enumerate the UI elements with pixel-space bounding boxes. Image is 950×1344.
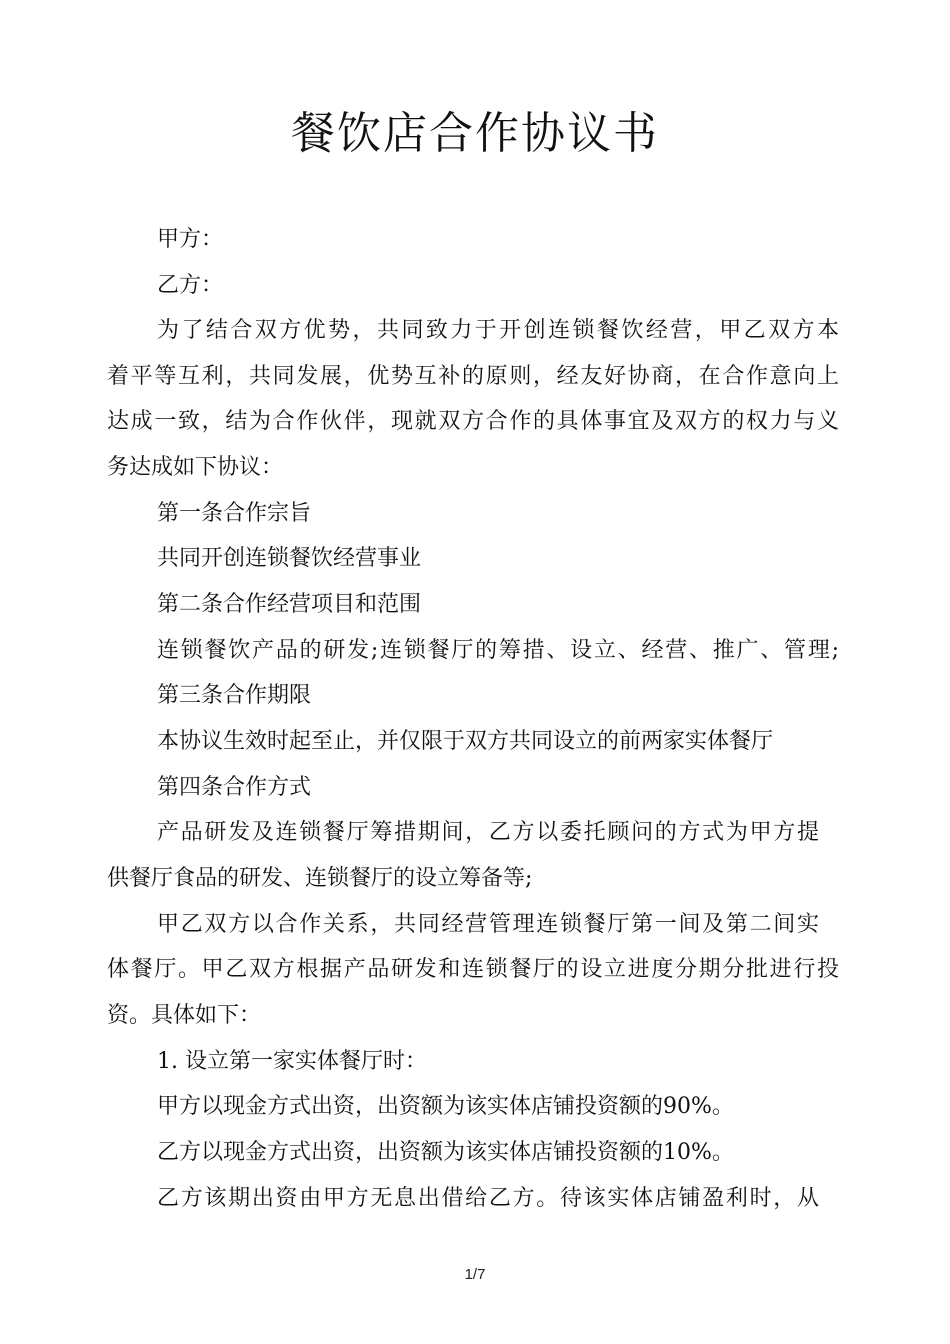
page-number: 1/7 [464, 1266, 486, 1283]
paragraph-line: 连锁餐饮产品的研发;连锁餐厅的筹措、设立、经营、推广、管理; [157, 638, 839, 663]
paragraph-line: 体餐厅。甲乙双方根据产品研发和连锁餐厅的设立进度分期分批进行投 [107, 957, 839, 982]
paragraph-line: 供餐厅食品的研发、连锁餐厅的设立筹备等; [107, 866, 533, 891]
party-b-line: 乙方： [157, 273, 224, 298]
paragraph-line: 共同开创连锁餐饮经营事业 [157, 546, 422, 571]
paragraph-line: 乙方以现金方式出资，出资额为该实体店铺投资额的10%。 [157, 1140, 734, 1165]
document-title: 餐饮店合作协议书 [291, 108, 659, 159]
paragraph-line: 甲方以现金方式出资，出资额为该实体店铺投资额的90%。 [157, 1094, 734, 1119]
list-item: 1. 设立第一家实体餐厅时： [157, 1049, 427, 1074]
article-heading: 第二条合作经营项目和范围 [157, 592, 422, 617]
paragraph-line: 着平等互利，共同发展，优势互补的原则，经友好协商，在合作意向上 [107, 364, 839, 389]
paragraph-line: 资。具体如下： [107, 1003, 262, 1028]
paragraph-line: 产品研发及连锁餐厅筹措期间，乙方以委托顾问的方式为甲方提 [157, 820, 819, 845]
paragraph-line: 务达成如下协议： [107, 455, 284, 480]
article-heading: 第四条合作方式 [157, 775, 312, 800]
article-heading: 第一条合作宗旨 [157, 501, 312, 526]
article-heading: 第三条合作期限 [157, 683, 312, 708]
paragraph-line: 乙方该期出资由甲方无息出借给乙方。待该实体店铺盈利时，从 [157, 1186, 819, 1211]
paragraph-line: 本协议生效时起至止，并仅限于双方共同设立的前两家实体餐厅 [157, 729, 774, 754]
paragraph-line: 达成一致，结为合作伙伴，现就双方合作的具体事宜及双方的权力与义 [107, 409, 839, 434]
party-a-line: 甲方： [157, 227, 224, 252]
paragraph-line: 甲乙双方以合作关系，共同经营管理连锁餐厅第一间及第二间实 [157, 912, 819, 937]
paragraph-line: 为了结合双方优势，共同致力于开创连锁餐饮经营，甲乙双方本 [157, 318, 839, 343]
